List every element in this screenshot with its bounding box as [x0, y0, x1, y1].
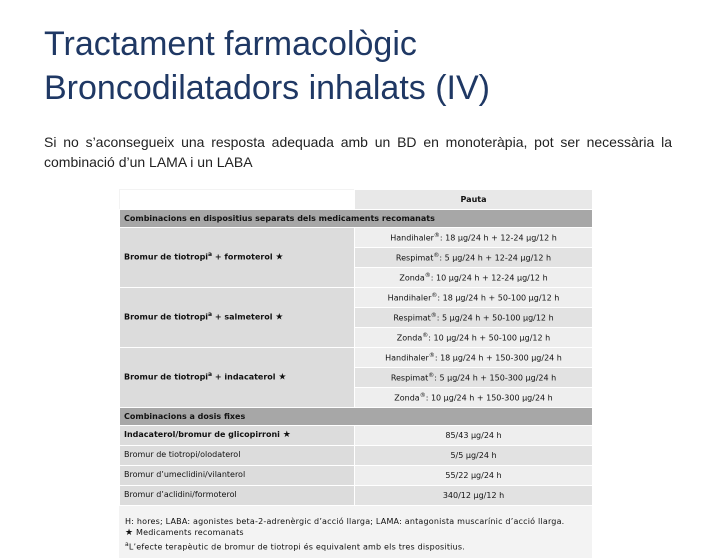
- section-row-fixed: [120, 407, 593, 425]
- title-line-1: Tractament farmacològic: [44, 22, 684, 66]
- table-row: [120, 425, 593, 445]
- star-icon: ★: [275, 313, 283, 323]
- intro-paragraph: Si no s’aconsegueix una resposta adequada amb un BD en monoteràpia, pot ser necessària la combinació d’un LAMA i un LABA: [44, 132, 672, 172]
- dose-cell: Respimat®: 5 µg/24 h + 50-100 µg/12 h: [355, 307, 593, 327]
- table-row: [120, 227, 593, 247]
- star-icon: ★: [278, 373, 286, 383]
- dose-cell: Respimat®: 5 µg/24 h + 150-300 µg/24 h: [355, 367, 593, 387]
- page-title: [44, 22, 684, 110]
- group-rows: [120, 227, 593, 407]
- note-abbreviations: H: hores; LABA: agonistes beta-2-adrenèrgic d’acció llarga; LAMA: antagonista muscarínic d’acció llarga.: [125, 516, 586, 527]
- note-a: $^a$L’efecte terapèutic de bromur de tiotropi és equivalent amb els tres dispositius.: [125, 539, 586, 553]
- drug-combination: Bromur de tiotropi$^a$ + salmeterol ★: [120, 287, 355, 347]
- table-row: [120, 445, 593, 465]
- dose-cell: Respimat®: 5 µg/24 h + 12-24 µg/12 h: [355, 247, 593, 267]
- fixed-dose: 340/12 µg/12 h: [355, 485, 593, 505]
- fixed-dose: 85/43 µg/24 h: [355, 425, 593, 445]
- title-line-2: Broncodilatadors inhalats (IV): [44, 66, 684, 110]
- fixed-dose: 55/22 µg/24 h: [355, 465, 593, 485]
- fixed-drug: Indacaterol/bromur de glicopirroni ★: [120, 425, 355, 445]
- fixed-dose: 5/5 µg/24 h: [355, 445, 593, 465]
- table-row: [120, 347, 593, 367]
- fixed-drug: Bromur d’aclidini/formoterol: [120, 485, 355, 505]
- dose-cell: Zonda®: 10 µg/24 h + 50-100 µg/12 h: [355, 327, 593, 347]
- dose-cell: Zonda®: 10 µg/24 h + 12-24 µg/12 h: [355, 267, 593, 287]
- treatment-table: [119, 189, 592, 558]
- table-row: [120, 287, 593, 307]
- table-notes: [119, 506, 592, 558]
- fixed-drug: Bromur de tiotropi/olodaterol: [120, 445, 355, 465]
- table-header-row: [120, 190, 593, 210]
- drug-combination: Bromur de tiotropi$^a$ + indacaterol ★: [120, 347, 355, 407]
- header-pauta: Pauta: [355, 190, 593, 210]
- drug-combination: Bromur de tiotropi$^a$ + formoterol ★: [120, 227, 355, 287]
- table-row: [120, 485, 593, 505]
- section-title-separate: Combinacions en dispositius separats dels medicaments recomanats: [120, 209, 593, 227]
- note-star: ★ Medicaments recomanats: [125, 527, 586, 539]
- fixed-rows: [120, 425, 593, 505]
- dose-cell: Zonda®: 10 µg/24 h + 150-300 µg/24 h: [355, 387, 593, 407]
- star-icon: ★: [125, 528, 133, 538]
- table-row: [120, 465, 593, 485]
- dose-cell: Handihaler®: 18 µg/24 h + 150-300 µg/24 h: [355, 347, 593, 367]
- star-icon: ★: [283, 430, 291, 440]
- star-icon: ★: [275, 253, 283, 263]
- dose-cell: Handihaler®: 18 µg/24 h + 12-24 µg/12 h: [355, 227, 593, 247]
- section-row-separate: [120, 209, 593, 227]
- dose-cell: Handihaler®: 18 µg/24 h + 50-100 µg/12 h: [355, 287, 593, 307]
- fixed-drug: Bromur d’umeclidini/vilanterol: [120, 465, 355, 485]
- section-title-fixed: Combinacions a dosis fixes: [120, 407, 593, 425]
